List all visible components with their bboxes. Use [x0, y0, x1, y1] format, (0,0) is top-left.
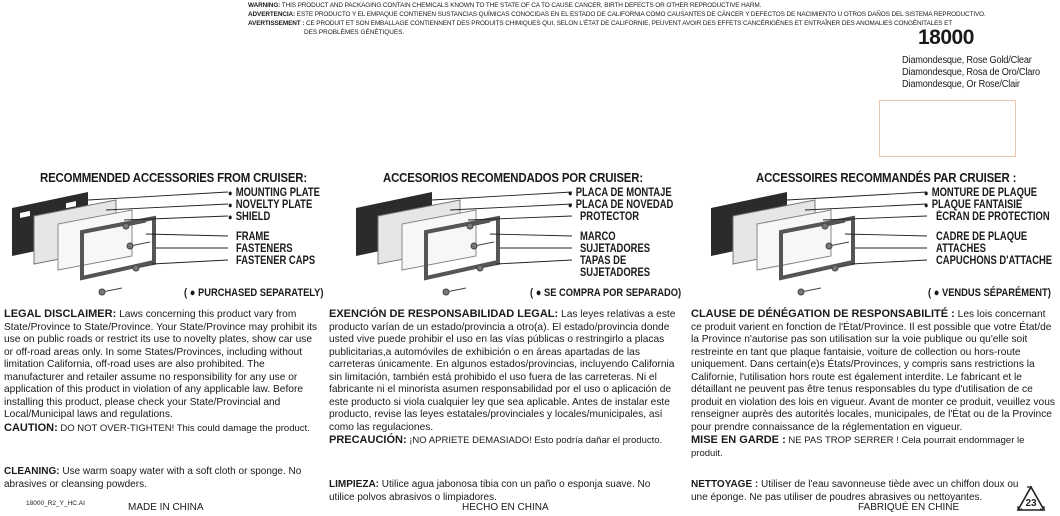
- product-number: 18000: [918, 26, 974, 49]
- accessory-item-fr-4: CADRE DE PLAQUE: [936, 231, 1028, 243]
- warning-fr: AVERTISSEMENT : CE PRODUIT ET SON EMBALLAGE CONTIENNENT DES PRODUITS CHIMIQUES QUI, SELON L'ÉTAT DE CALIFORNIE, PEUVENT AVOIR DES EFFETS CANCÉRIGÈNES ET ENTRAÎNER DES ANOMALIES CONGÉNITALES ET: [248, 20, 953, 27]
- accessory-item-es-4: MARCO: [580, 231, 616, 243]
- accessory-item-fr-1: ● MONTURE DE PLAQUE: [924, 187, 1037, 199]
- color-swatch-box: [879, 100, 1016, 157]
- warning-en: WARNING: THIS PRODUCT AND PACKAGING CONTAIN CHEMICALS KNOWN TO THE STATE OF CA TO CAUSE CANCER, BIRTH DEFECTS OR OTHER REPRODUCTIVE HARM.: [248, 2, 762, 9]
- warning-es: ADVERTENCIA: ESTE PRODUCTO Y EL EMPAQUE CONTIENEN SUSTANCIAS QUÍMICAS CONOCIDAS EN EL ESTADO DE CALIFORNIA COMO CAUSANTES DE CÁNCER Y DEFECTOS DE NACIMIENTO U OTROS DAÑOS DEL SISTEMA REPRODUCTIVO.: [248, 11, 986, 18]
- accessory-item-es-7: SUJETADORES: [580, 267, 651, 279]
- made-in-fr: FABRIQUÉ EN CHINE: [858, 502, 960, 513]
- accessory-item-en-3: ● SHIELD: [228, 211, 270, 223]
- accessory-diagram-fr: [705, 186, 930, 298]
- accessory-item-fr-3: ÉCRAN DE PROTECTION: [936, 211, 1050, 223]
- accessory-item-en-6: FASTENER CAPS: [236, 255, 316, 267]
- accessory-item-es-6: TAPAS DE: [580, 255, 627, 267]
- legal-disclaimer-fr: CLAUSE DE DÉNÉGATION DE RESPONSABILITÉ : Les lois concernant ce produit varient en fonction de l'État/Province. Il est possible que votre État/de la Province n'autorise pas son utilisation sur la voie publique ou qu'elle soit restreinte en tant que plaque fantaisie, voiture de collection ou hors-route uniquement. Dans certain(e)s États/Provinces, y compris sans restrictions la Californie, l'utilisation hors route est également interdite. Le fabricant et le détaillant ne peuvent pas être tenus responsables du type d'utilisation de ce produit en violation des lois en vigueur. Avant de monter ce produit, veuillez vous renseigner auprès des autorités locales, municipales, de l'État ou de la Province pour prendre connaissance de la réglementation en vigueur. MISE EN GARDE : NE PAS TROP SERRER ! Cela pourrait endommager le produit.: [691, 308, 1055, 459]
- file-code: 18000_R2_Y_HC.AI: [26, 500, 85, 507]
- made-in-en: MADE IN CHINA: [128, 502, 204, 513]
- accessory-item-en-1: ● MOUNTING PLATE: [228, 187, 320, 199]
- accessory-item-en-5: FASTENERS: [236, 243, 293, 255]
- accessory-item-en-2: ● NOVELTY PLATE: [228, 199, 312, 211]
- made-in-es: HECHO EN CHINA: [462, 502, 549, 513]
- warning-fr-cont: DES PROBLÈMES GÉNÉTIQUES.: [304, 29, 405, 36]
- recycle-icon: [1015, 484, 1047, 514]
- accessory-item-es-3: PROTECTOR: [580, 211, 640, 223]
- purchased-note-es: ( ● SE COMPRA POR SEPARADO): [530, 287, 682, 299]
- cleaning-fr: NETTOYAGE : Utiliser de l'eau savonneuse tiède avec un chiffon doux ou une éponge. Ne pas utiliser de poudres abrasives ou nettoyantes.: [691, 479, 1019, 503]
- accessory-item-fr-2: ● PLAQUE FANTAISIE: [924, 199, 1022, 211]
- accessory-item-en-4: FRAME: [236, 231, 270, 243]
- accessory-diagram-es: [350, 186, 575, 298]
- accessory-diagram-en: [6, 186, 231, 298]
- product-desc-en: Diamondesque, Rose Gold/Clear: [902, 55, 1032, 66]
- accessory-item-fr-5: ATTACHES: [936, 243, 986, 255]
- product-desc-fr: Diamondesque, Or Rose/Clair: [902, 79, 1020, 90]
- accessory-item-es-5: SUJETADORES: [580, 243, 651, 255]
- accessory-item-fr-6: CAPUCHONS D'ATTACHE: [936, 255, 1053, 267]
- purchased-note-en: ( ● PURCHASED SEPARATELY): [184, 287, 324, 299]
- recycle-number: 23: [1025, 498, 1037, 509]
- section-title-en: RECOMMENDED ACCESSORIES FROM CRUISER:: [40, 170, 308, 185]
- section-title-es: ACCESORIOS RECOMENDADOS POR CRUISER:: [383, 170, 643, 185]
- purchased-note-fr: ( ● VENDUS SÉPARÉMENT): [928, 287, 1051, 299]
- accessory-item-es-2: ● PLACA DE NOVEDAD: [568, 199, 673, 211]
- cleaning-es: LIMPIEZA: Utilice agua jabonosa tibia con un paño o esponja suave. No utilice polvos abrasivos o limpiadores.: [329, 479, 651, 503]
- section-title-fr: ACCESSOIRES RECOMMANDÉS PAR CRUISER :: [756, 170, 1017, 185]
- cleaning-en: CLEANING: Use warm soapy water with a soft cloth or sponge. No abrasives or cleansing powders.: [4, 466, 302, 490]
- legal-disclaimer-en: LEGAL DISCLAIMER: Laws concerning this product vary from State/Province to State/Province. Your State/Province may prohibit its use on public roads or restrict its use to novelty plates, show car use or off-road areas only. In some States/Provinces, including without limitation California, off-road uses are also prohibited. The manufacturer and retailer assume no responsibility for any use or application of this product in violation of any applicable law. Before installing this product, please check your State/Provincial and Local/Municipal laws and regulations. CAUTION: DO NOT OVER-TIGHTEN! This could damage the product.: [4, 308, 318, 434]
- product-desc-es: Diamondesque, Rosa de Oro/Claro: [902, 67, 1040, 78]
- legal-disclaimer-es: EXENCIÓN DE RESPONSABILIDAD LEGAL: Las leyes relativas a este producto varían de un estado/provincia a otro(a). El estado/provincia donde usted vive puede prohibir el uso en las vías públicas o restringirlo a placas publicitarias,a automóviles de exhibición o en áreas apartadas de las carreteras únicamente. En algunos estados/provincias, incluyendo California sin limitación, también está prohibido el uso fuera de las carreteras. Ni el fabricante ni el minorista asumen responsabilidad por el uso o aplicación de este producto si viola cualquier ley que sea aplicable. Antes de instalar este producto, revise las leyes estatales/provinciales y locales/municipales, así como las regulaciones. PRECAUCIÓN: ¡NO APRIETE DEMASIADO! Esto podría dañar el producto.: [329, 308, 676, 446]
- accessory-item-es-1: ● PLACA DE MONTAJE: [568, 187, 672, 199]
